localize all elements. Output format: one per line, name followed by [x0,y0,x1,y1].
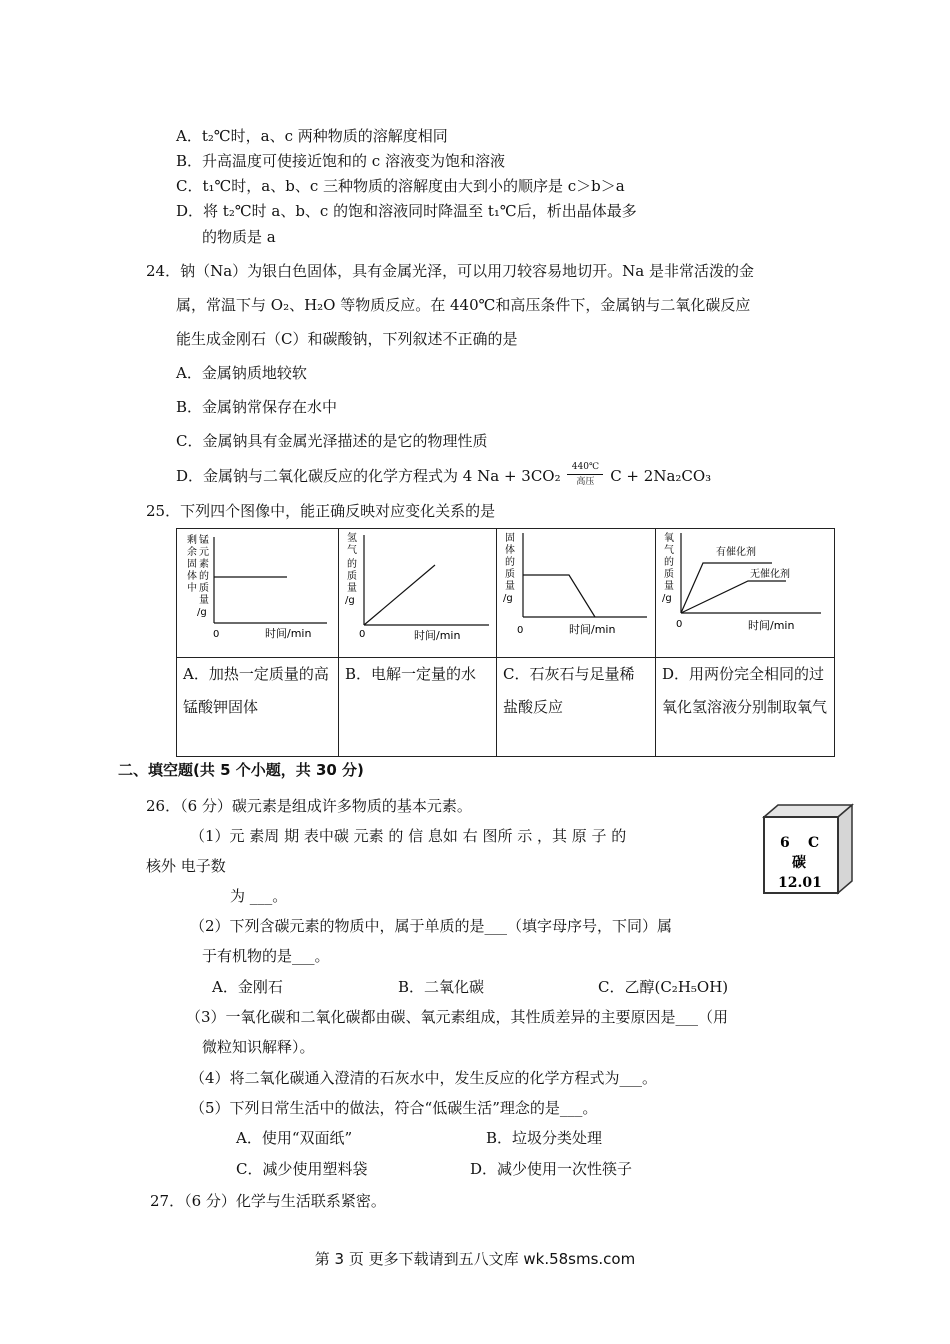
q26-stem: 26．（6 分）碳元素是组成许多物质的基本元素。 [146,797,472,815]
graph-d-legend-no-catalyst: 无催化剂 [750,569,790,580]
q26-option-b: B．二氧化碳 [398,978,485,996]
graph-a-ylabel: 体 [187,571,197,582]
q24-d-prefix: D．金属钠与二氧化碳反应的化学方程式为 4 Na + 3CO₂ [176,467,561,485]
section-heading: 二、填空题(共 5 个小题，共 30 分) [118,761,364,779]
q26-part3-line2: 微粒知识解释）。 [202,1038,315,1056]
reaction-condition [565,462,605,487]
graph-d-ylabel: 的 [664,557,674,568]
q26-part1-line1: （1）元 素周 期 表中碳 元素 的 信 息如 右 图所 示 ，其 原 子 的 [190,827,627,845]
graph-c-ylabel: 量 [505,581,515,592]
graph-d-legend-catalyst: 有催化剂 [716,547,756,558]
graph-c-origin: 0 [517,625,524,636]
graph-d-origin: 0 [676,619,683,630]
q24-d-suffix: C + 2Na₂CO₃ [610,467,712,485]
graph-d-caption: D．用两份完全相同的过氧化氢溶液分别制取氧气 [656,658,835,757]
graph-b-origin: 0 [359,629,366,640]
graph-d-ylabel: /g [662,593,672,604]
q23-option-d: D．将 t₂℃时 a、b、c 的饱和溶液同时降温至 t₁℃后，析出晶体最多 [176,202,637,220]
q26-part2-line2: 于有机物的是___。 [202,947,330,965]
graph-b-ylabel: 的 [347,559,357,570]
graph-c [497,529,655,657]
q26-part5-option-b: B．垃圾分类处理 [486,1129,603,1147]
graph-b-ylabel: 氢 [347,533,357,544]
q24-option-b: B．金属钠常保存在水中 [176,398,338,416]
q23-option-d-cont: 的物质是 a [202,228,276,246]
graph-b-cell [339,529,497,658]
graph-d-cell [656,529,835,658]
graph-a-cell [177,529,339,658]
graph-c-ylabel: 的 [505,557,515,568]
element-symbol: C [808,835,820,851]
element-card-graphic [762,803,854,895]
graph-b-ylabel: 气 [347,545,357,556]
q25-stem: 25．下列四个图像中，能正确反映对应变化关系的是 [146,502,496,520]
graph-d-ylabel: 质 [664,569,674,580]
graph-a-ylabel: 中 [187,583,197,594]
graph-a-xlabel: 时间/min [265,627,312,640]
q26-part1-line2: 核外 电子数 [146,857,226,875]
graph-a-ylabel: 的 [199,571,209,582]
graph-d [656,529,834,657]
q24-option-a: A．金属钠质地较软 [176,364,307,382]
graph-b-ylabel: 量 [347,583,357,594]
condition-bottom: 高压 [576,477,595,487]
element-number: 6 [780,835,790,851]
q24-stem-line2: 属，常温下与 O₂、H₂O 等物质反应。在 440℃和高压条件下，金属钠与二氧化碳反应 [176,296,751,314]
graph-a-ylabel: 固 [187,559,197,570]
q26-part5-option-d: D．减少使用一次性筷子 [470,1160,633,1178]
q26-option-c: C．乙醇(C₂H₅OH) [598,978,729,996]
q23-option-c: C．t₁℃时，a、b、c 三种物质的溶解度由大到小的顺序是 c＞b＞a [176,177,625,195]
q26-option-a: A．金刚石 [212,978,283,996]
graph-c-cell [497,529,656,658]
graph-c-caption: C．石灰石与足量稀盐酸反应 [497,658,656,757]
graph-c-ylabel: /g [503,593,513,604]
graph-a-ylabel: 元 [199,547,209,558]
graph-c-ylabel: 体 [505,545,515,556]
q26-part5: （5）下列日常生活中的做法，符合“低碳生活”理念的是___。 [190,1099,598,1117]
q24-stem-line1: 24．钠（Na）为银白色固体，具有金属光泽，可以用刀较容易地切开。Na 是非常活泼的金 [146,262,754,280]
graph-b-caption: B．电解一定量的水 [339,658,497,757]
graph-d-ylabel: 氧 [664,533,674,544]
graph-c-ylabel: 固 [505,533,515,544]
graph-a-ylabel: 剩 [187,535,197,546]
graph-b-ylabel: 质 [347,571,357,582]
graph-d-ylabel: 量 [664,581,674,592]
q23-option-a: A．t₂℃时，a、c 两种物质的溶解度相同 [176,127,448,145]
graph-b [339,529,496,657]
graph-a-origin: 0 [213,629,220,640]
q26-part4: （4）将二氧化碳通入澄清的石灰水中，发生反应的化学方程式为___。 [190,1069,658,1087]
condition-top: 440℃ [571,462,600,472]
graph-a-ylabel: /g [197,607,207,618]
q25-graph-table [176,528,835,757]
q26-part5-option-c: C．减少使用塑料袋 [236,1160,368,1178]
element-name: 碳 [792,855,806,871]
element-card [762,803,854,895]
q26-part1-line3: 为 ___。 [230,887,288,905]
q26-part5-option-a: A．使用“双面纸” [236,1129,353,1147]
page-footer: 第 3 页 更多下载请到五八文库 wk.58sms.com [314,1250,636,1268]
graph-b-xlabel: 时间/min [414,629,461,642]
q23-option-b: B．升高温度可使接近饱和的 c 溶液变为饱和溶液 [176,152,505,170]
graph-a-caption: A．加热一定质量的高锰酸钾固体 [177,658,339,757]
q24-stem-line3: 能生成金刚石（C）和碳酸钠，下列叙述不正确的是 [176,330,518,348]
graph-a-ylabel: 余 [187,547,197,558]
condition-arrow-line [567,474,603,475]
q24-option-d [176,462,712,487]
graph-d-xlabel: 时间/min [748,619,795,632]
q27-stem: 27．（6 分）化学与生活联系紧密。 [150,1192,386,1210]
q24-option-c: C．金属钠具有金属光泽描述的是它的物理性质 [176,432,488,450]
graph-a-ylabel: 锰 [199,535,209,546]
graph-c-xlabel: 时间/min [569,623,616,636]
graph-a [177,529,338,657]
graph-a-ylabel: 质 [199,583,209,594]
q26-part2-line1: （2）下列含碳元素的物质中，属于单质的是___（填字母序号，下同）属 [190,917,673,935]
element-mass: 12.01 [778,875,822,891]
q26-part3-line1: （3）一氧化碳和二氧化碳都由碳、氧元素组成，其性质差异的主要原因是___（用 [186,1008,729,1026]
graph-d-curve-no-catalyst [681,581,786,613]
graph-d-ylabel: 气 [664,545,674,556]
graph-a-ylabel: 素 [199,559,209,570]
graph-b-ylabel: /g [345,595,355,606]
graph-b-curve [364,565,435,625]
graph-c-curve [523,575,595,617]
graph-c-ylabel: 质 [505,569,515,580]
graph-a-ylabel: 量 [199,595,209,606]
